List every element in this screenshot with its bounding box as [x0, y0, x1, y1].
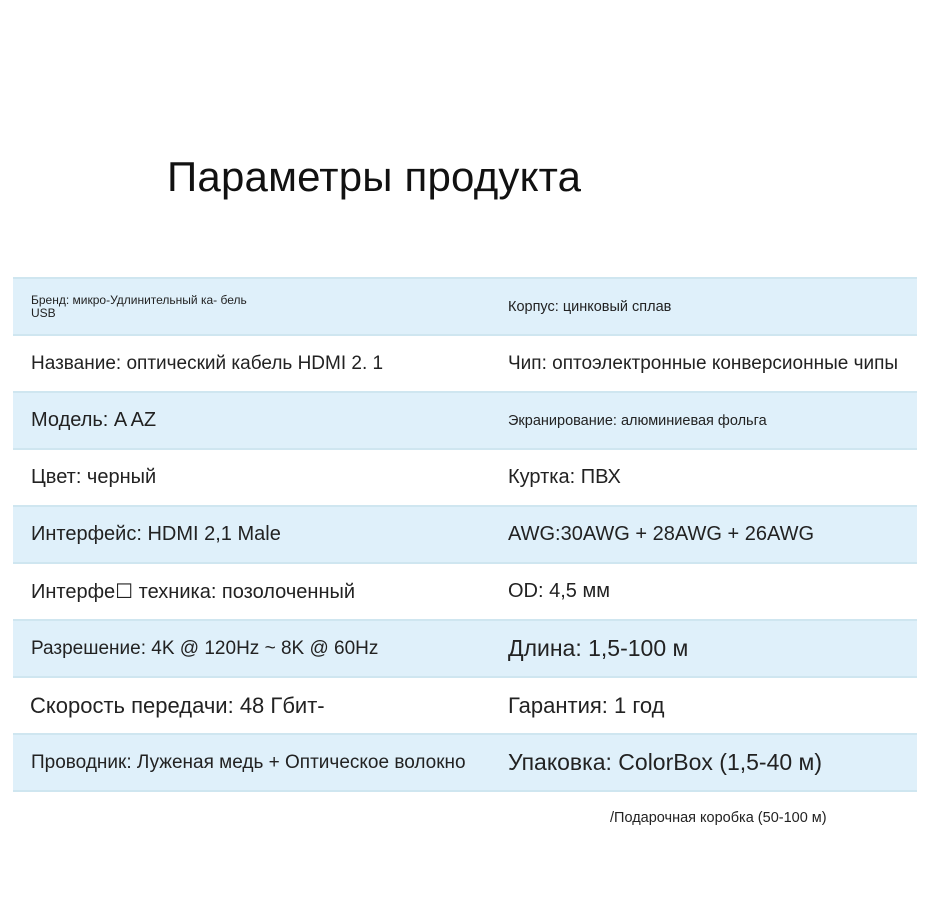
page-title: Параметры продукта	[167, 153, 582, 200]
spec-table	[13, 277, 917, 792]
spec-brand: Бренд: микро-Удлинительный ка- бель USB	[31, 292, 247, 320]
table-row	[13, 450, 917, 507]
spec-interface: Интерфейс: HDMI 2,1 Male	[31, 523, 281, 545]
spec-jacket: Куртка: ПВХ	[508, 466, 621, 488]
spec-chip: Чип: оптоэлектронные конверсионные чипы	[508, 352, 899, 374]
table-row	[13, 336, 917, 393]
spec-awg: AWG:30AWG + 28AWG + 26AWG	[508, 523, 815, 545]
table-row	[13, 507, 917, 564]
spec-name: Название: оптический кабель HDMI 2. 1	[31, 352, 384, 374]
table-row	[13, 735, 917, 792]
spec-length: Длина: 1,5-100 м	[508, 635, 689, 661]
packaging-note: /Подарочная коробка (50-100 м)	[610, 810, 827, 826]
spec-packaging: Упаковка: ColorBox (1,5-40 м)	[508, 749, 823, 775]
table-row	[13, 621, 917, 678]
spec-conductor: Проводник: Луженая медь + Оптическое волокно	[31, 751, 466, 773]
spec-color: Цвет: черный	[31, 466, 157, 488]
table-row	[13, 564, 917, 621]
table-row	[13, 279, 917, 336]
spec-housing: Корпус: цинковый сплав	[508, 298, 672, 315]
table-row	[13, 678, 917, 735]
spec-speed: Скорость передачи: 48 Гбит-	[30, 692, 325, 718]
spec-interface-tech: Интерфе☐ техника: позолоченный	[31, 581, 356, 603]
spec-warranty: Гарантия: 1 год	[508, 692, 665, 718]
spec-resolution: Разрешение: 4K @ 120Hz ~ 8K @ 60Hz	[31, 637, 379, 659]
spec-shielding: Экранирование: алюминиевая фольга	[508, 412, 767, 429]
table-row	[13, 393, 917, 450]
spec-od: OD: 4,5 мм	[508, 580, 610, 602]
spec-model: Модель: A AZ	[31, 409, 157, 431]
